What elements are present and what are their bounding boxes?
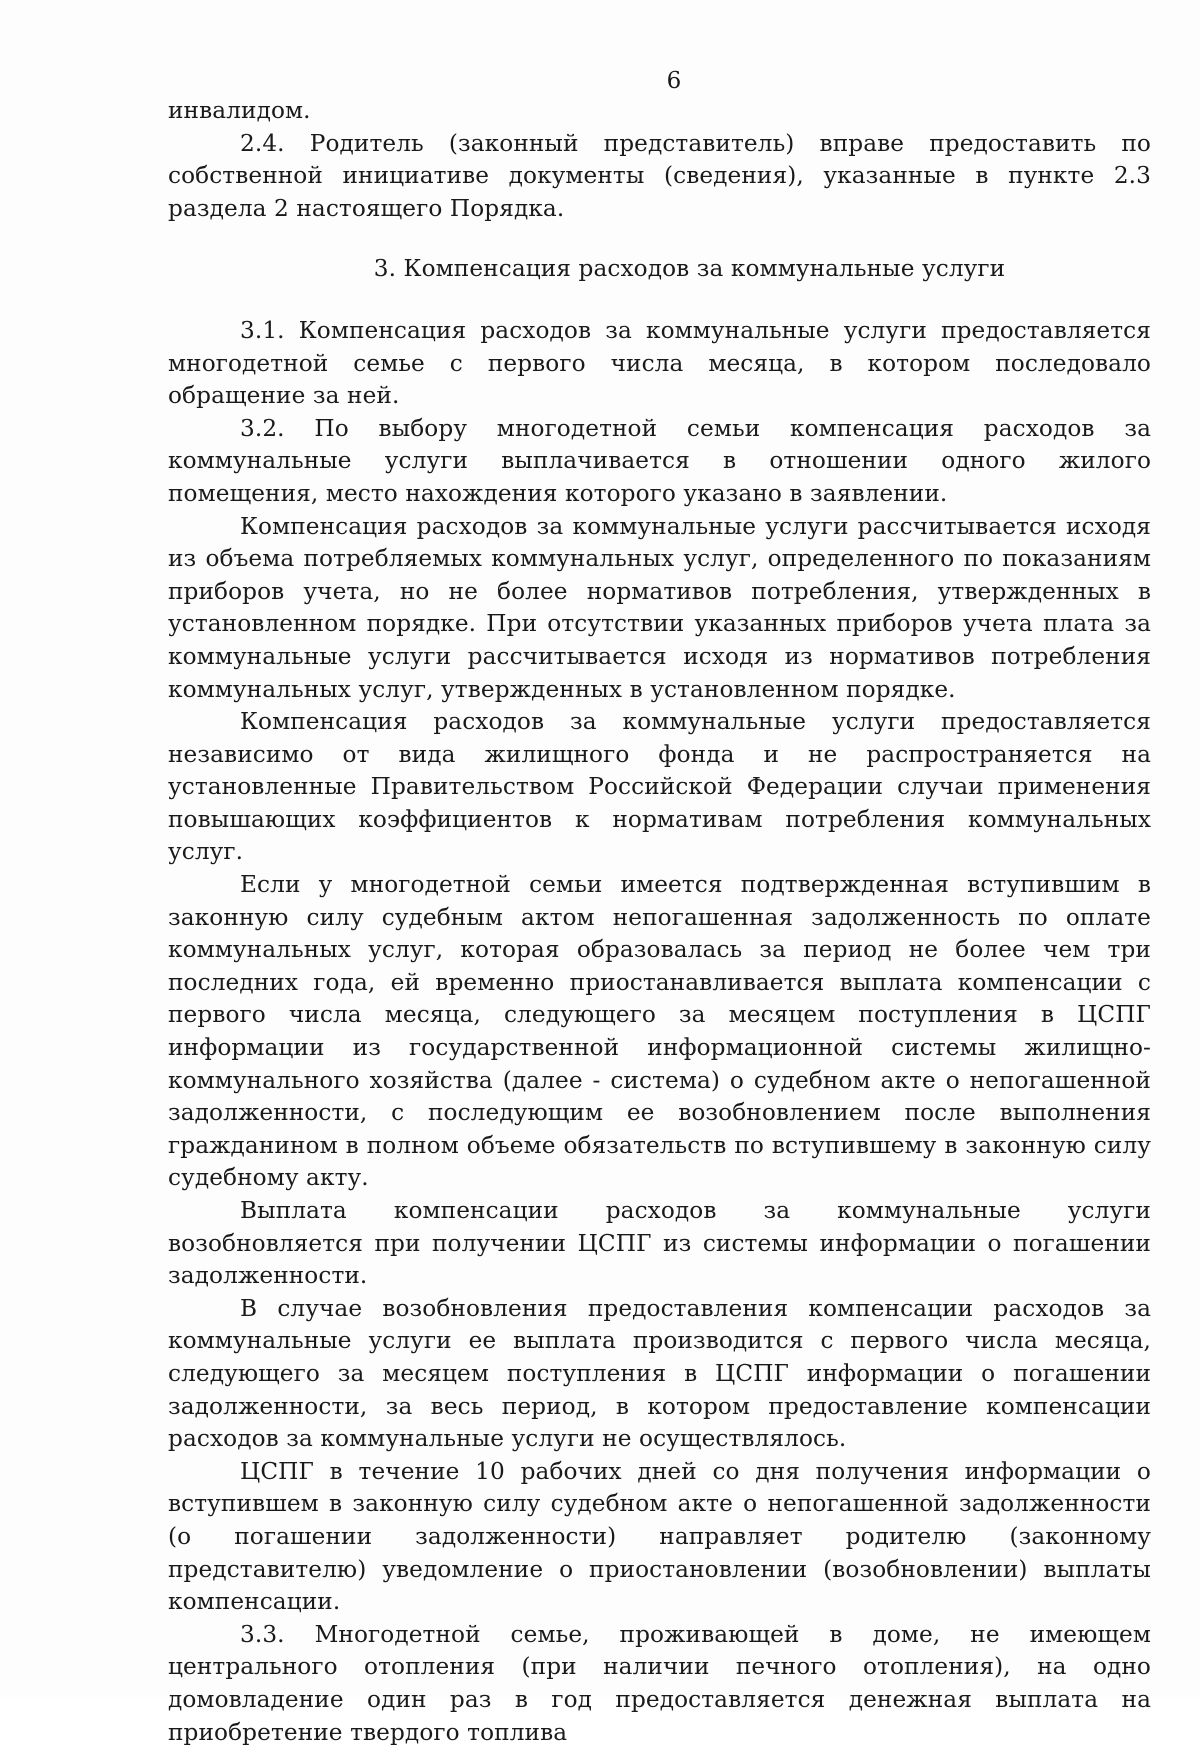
- page-number: 6: [666, 68, 682, 94]
- paragraph-2-4: 2.4. Родитель (законный представитель) вправе предоставить по собственной инициативе документы (сведения), указанные в пункте 2.3 раздела 2 настоящего Порядка.: [168, 129, 1151, 222]
- paragraph-3-2: 3.2. По выбору многодетной семьи компенсация расходов за коммунальные услуги выплачивается в отношении одного жилого помещения, место нахождения которого указано в заявлении.: [168, 414, 1151, 507]
- paragraph-3-1: 3.1. Компенсация расходов за коммунальные услуги предоставляется многодетной семье с первого числа месяца, в котором последовало обращение за ней.: [168, 316, 1151, 410]
- paragraph-debt-suspension: Если у многодетной семьи имеется подтвержденная вступившим в законную силу судебным актом непогашенная задолженность по оплате коммунальных услуг, которая образовалась за период не более чем три последних года, ей временно приостанавливается выплата компенсации с первого числа месяца, следующего за месяцем поступления в ЦСПГ информации из государственной информационной системы жилищно-коммунального хозяйства (далее - система) о судебном акте о непогашенной задолженности, с последующим ее возобновлением после выполнения гражданином в полном объеме обязательств по вступившему в законную силу судебному акту.: [168, 871, 1151, 1192]
- paragraph-notification: ЦСПГ в течение 10 рабочих дней со дня получения информации о вступившем в законную силу судебном акте о непогашенной задолженности (о погашении задолженности) направляет родителю (законному представителю) уведомление о приостановлении (возобновлении) выплаты компенсации.: [168, 1457, 1151, 1616]
- paragraph-calculation: Компенсация расходов за коммунальные услуги рассчитывается исходя из объема потребляемых коммунальных услуг, определенного по показаниям приборов учета, но не более нормативов потребления, утвержденных в установленном порядке. При отсутствии указанных приборов учета плата за коммунальные услуги рассчитывается исходя из нормативов потребления коммунальных услуг, утвержденных в установленном порядке.: [168, 512, 1151, 703]
- paragraph-housing-fund: Компенсация расходов за коммунальные услуги предоставляется независимо от вида жилищного фонда и не распространяется на установленные Правительством Российской Федерации случаи применения повышающих коэффициентов к нормативам потребления коммунальных услуг.: [168, 708, 1151, 866]
- paragraph-continuation: инвалидом.: [168, 97, 311, 124]
- paragraph-payment-resumption: Выплата компенсации расходов за коммунальные услуги возобновляется при получении ЦСПГ из системы информации о погашении задолженности.: [168, 1197, 1151, 1290]
- section-heading-3: 3. Компенсация расходов за коммунальные услуги: [373, 255, 1006, 283]
- document-body: [168, 95, 1151, 1749]
- paragraph-3-3: 3.3. Многодетной семье, проживающей в доме, не имеющем центрального отопления (при наличии печного отопления), на одно домовладение один раз в год предоставляется денежная выплата на приобретение твердого топлива: [168, 1620, 1151, 1746]
- paragraph-resumption-period: В случае возобновления предоставления компенсации расходов за коммунальные услуги ее выплата производится с первого числа месяца, следующего за месяцем поступления в ЦСПГ информации о погашении задолженности, за весь период, в котором предоставление компенсации расходов за коммунальные услуги не осуществлялось.: [168, 1294, 1151, 1453]
